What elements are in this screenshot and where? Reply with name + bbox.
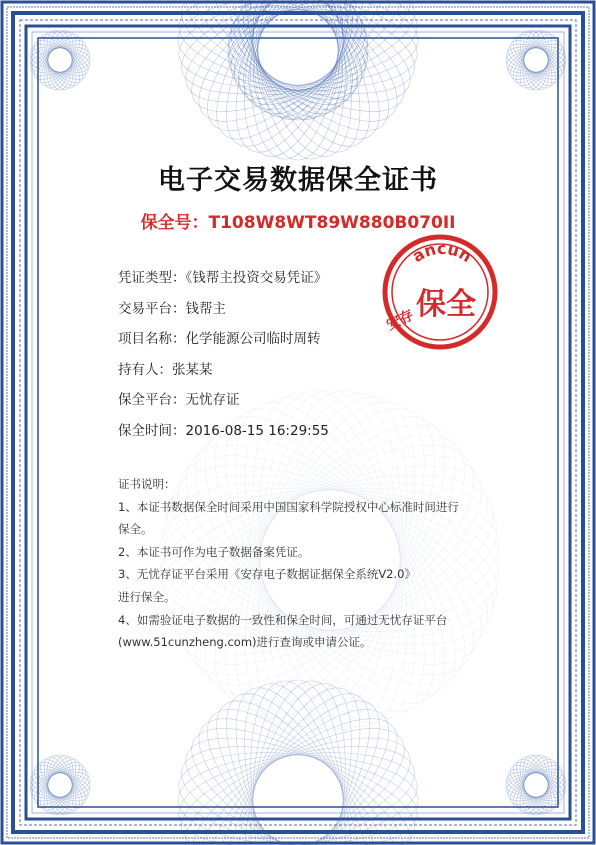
- notes-line: 1、本证书数据保全时间采用中国国家科学院授权中心标准时间进行: [118, 499, 459, 514]
- field-value: 《钱帮主投资交易凭证》: [185, 270, 328, 286]
- notes-heading: 证书说明：: [118, 477, 176, 491]
- field-project-name: 项目名称：化学能源公司临时周转: [118, 331, 321, 347]
- field-label: 保全平台: [118, 392, 172, 408]
- guilloche-stroke: [181, 0, 414, 157]
- guilloche-stroke: [506, 755, 565, 814]
- notes-line: 保全。: [118, 522, 153, 537]
- guilloche-stroke: [189, 0, 407, 163]
- guilloche-stroke: [172, 701, 425, 845]
- guilloche-stroke: [175, 0, 420, 149]
- guilloche-stroke: [173, 0, 423, 100]
- field-label: 保全时间: [118, 422, 172, 439]
- field-label: 凭证类型: [118, 270, 172, 286]
- field-value: 化学能源公司临时周转: [185, 331, 321, 347]
- certificate-notes: [118, 473, 498, 654]
- certificate-fields: [118, 266, 329, 449]
- field-value: 张某某: [172, 361, 213, 378]
- guilloche-stroke: [30, 30, 89, 89]
- guilloche-stroke: [170, 0, 426, 127]
- guilloche-stroke: [173, 740, 423, 845]
- guilloche-stroke: [172, 701, 425, 845]
- guilloche-stroke: [170, 0, 426, 127]
- field-label: 交易平台: [118, 300, 172, 317]
- field-label: 项目名称: [118, 331, 172, 347]
- field-preservation-platform: 保全平台：无忧存证: [118, 392, 240, 408]
- guilloche-stroke: [189, 0, 407, 163]
- guilloche-stroke: [170, 713, 426, 845]
- stamp-arc-text: ancun: [408, 238, 476, 267]
- notes-line: 进行保全。: [118, 589, 176, 604]
- field-preservation-time: 保全时间：2016-08-15 16:29:55: [118, 422, 329, 439]
- notes-line: 2、本证书可作为电子数据备案凭证。: [118, 544, 310, 559]
- guilloche-stroke: [175, 0, 420, 149]
- certificate-title: 电子交易数据保全证书: [158, 165, 438, 196]
- notes-line: 3、无忧存证平台采用《安存电子数据证据保全系统V2.0》: [118, 567, 416, 582]
- ancun-seal-stamp: [380, 232, 500, 352]
- field-holder: 持有人：张某某: [118, 361, 213, 378]
- preservation-number: 保全号：T108W8WT89W880B070II: [140, 213, 456, 233]
- guilloche-stroke: [170, 713, 426, 845]
- field-voucher-type: 凭证类型：《钱帮主投资交易凭证》: [118, 270, 328, 286]
- notes-line: (www.51cunzheng.com)进行查询或申请公证。: [118, 635, 372, 650]
- stamp-center-text: 保全: [416, 287, 476, 322]
- field-value: 无忧存证: [185, 392, 240, 408]
- guilloche-stroke: [181, 0, 414, 157]
- guilloche-stroke: [506, 755, 565, 814]
- notes-line: 4、如需验证电子数据的一致性和保全时间，可通过无忧存证平台: [118, 612, 448, 627]
- field-value: 钱帮主: [185, 300, 226, 317]
- field-value: 2016-08-15 16:29:55: [185, 422, 329, 439]
- guilloche-stroke: [30, 755, 89, 814]
- field-platform: 交易平台：钱帮主: [118, 300, 226, 317]
- guilloche-stroke: [258, 0, 338, 120]
- guilloche-stroke: [506, 30, 565, 89]
- guilloche-stroke: [506, 30, 565, 89]
- guilloche-stroke: [173, 740, 423, 845]
- guilloche-stroke: [30, 755, 89, 814]
- stamp-left-text: 安存: [384, 307, 417, 334]
- field-label: 持有人: [118, 361, 159, 378]
- guilloche-stroke: [30, 30, 89, 89]
